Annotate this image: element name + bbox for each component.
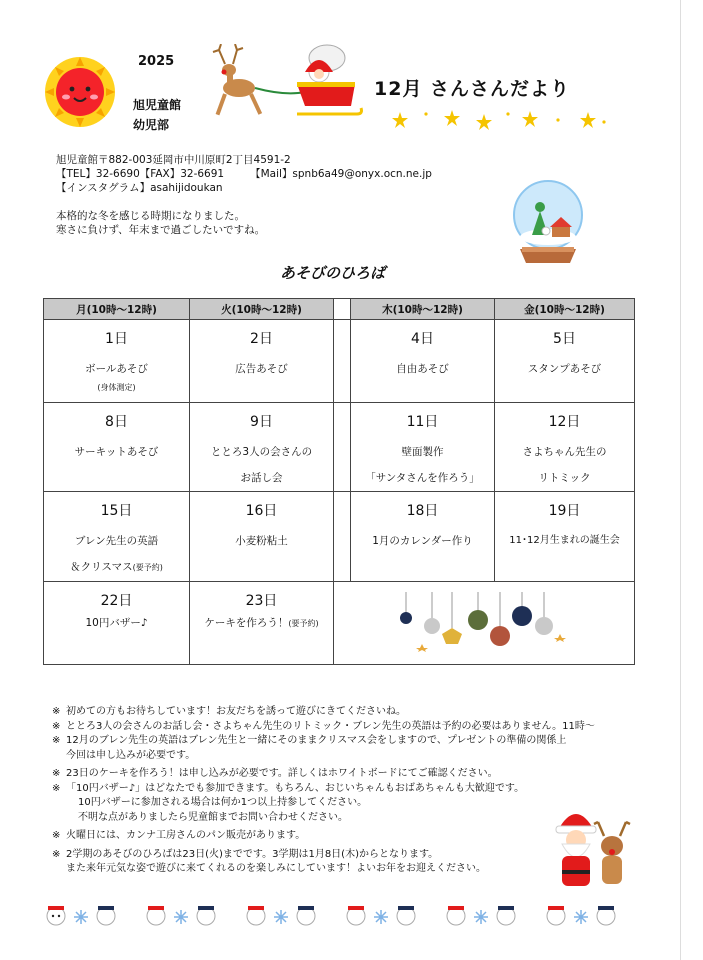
note-item xyxy=(52,829,595,844)
section-title: あそびのひろば xyxy=(280,264,386,282)
cell-day: 22日 xyxy=(100,593,133,609)
intro-text xyxy=(56,209,265,237)
cell-activity xyxy=(495,439,634,491)
reservation-note: (要予約) xyxy=(288,619,319,628)
activity-line-1: さよちゃん先生の xyxy=(522,446,607,458)
calendar-cell xyxy=(351,320,495,403)
calendar-week-row xyxy=(44,403,635,492)
cell-day: 1日 xyxy=(105,331,128,347)
header-tuesday: 火(10時～12時) xyxy=(190,299,334,320)
cell-activity: スタンプあそび xyxy=(527,363,602,375)
cell-activity: ボールあそび xyxy=(85,363,148,375)
calendar-header-row xyxy=(44,299,635,320)
note-text: 火曜日には、カンナ工房さんのパン販売があります。 xyxy=(66,830,306,841)
calendar-cell xyxy=(351,492,495,582)
tel-fax: 【TEL】32-6690【FAX】32-6691 xyxy=(56,168,225,180)
note-item xyxy=(52,749,595,764)
cell-day: 19日 xyxy=(548,503,581,519)
activity-line-1: ブレン先生の英語 xyxy=(74,535,159,547)
note-item xyxy=(52,767,595,782)
cell-day: 16日 xyxy=(245,503,278,519)
note-text: 初めての方もお待ちしています！お友だちを誘って遊びにきてくださいね。 xyxy=(66,706,406,717)
note-mark: ※ xyxy=(52,830,61,841)
instagram-account: 【インスタグラム】asahijidoukan xyxy=(56,182,223,194)
org-line-2: 幼児部 xyxy=(133,118,170,132)
note-text: ととろ3人の会さんのお話し会・さよちゃん先生のリトミック・ブレン先生の英語は予約の必要はありません。11時～ xyxy=(66,720,595,732)
note-text: 「10円バザー♪」はどなたでも参加できます。もちろん、おじいちゃんもおばあちゃんも大歓迎です。 xyxy=(66,782,525,794)
sun-illustration xyxy=(44,56,116,128)
note-item xyxy=(52,720,595,735)
calendar-week-row xyxy=(44,492,635,582)
activity-line-2: リトミック xyxy=(538,472,591,484)
organization-name xyxy=(133,95,181,135)
note-item xyxy=(52,705,595,720)
christmas-ornaments-illustration xyxy=(394,592,574,652)
santa-reindeer-illustration xyxy=(552,800,632,892)
calendar-week-row xyxy=(44,320,635,403)
cell-day: 4日 xyxy=(411,331,434,347)
note-text: 12月のブレン先生の英語はブレン先生と一緒にそのままクリスマス会をしますので、プレゼントの準備の関係上 xyxy=(66,735,567,746)
mail-address: 【Mail】spnb6a49@onyx.ocn.ne.jp xyxy=(250,168,432,180)
cell-day: 8日 xyxy=(105,414,128,430)
note-mark: ※ xyxy=(52,720,61,732)
calendar-cell xyxy=(495,403,635,492)
note-mark xyxy=(52,749,66,764)
note-mark: ※ xyxy=(52,735,61,746)
note-text: 10円バザーに参加される場合は何か1つ以上持参してください。 xyxy=(78,797,368,808)
activity-text: ケーキを作ろう！ xyxy=(204,617,289,629)
cell-day: 15日 xyxy=(100,503,133,519)
calendar-cell xyxy=(190,582,334,665)
calendar-cell xyxy=(44,403,190,492)
cell-day: 18日 xyxy=(406,503,439,519)
note-text: 今回は申し込みが必要です。 xyxy=(66,749,196,761)
calendar-cell-blank xyxy=(334,320,351,403)
note-mark: ※ xyxy=(52,768,61,779)
activity-calendar xyxy=(43,298,635,665)
address-line: 旭児童館〒882-003延岡市中川原町2丁目4591-2 xyxy=(56,154,291,166)
calendar-cell xyxy=(190,492,334,582)
activity-line-1: ととろ3人の会さんの xyxy=(210,446,313,458)
activity-line-2: お話し会 xyxy=(240,472,283,484)
calendar-cell xyxy=(44,320,190,403)
cell-activity xyxy=(351,439,494,491)
note-item xyxy=(52,796,595,811)
cell-activity: 広告あそび xyxy=(235,363,288,375)
cell-activity xyxy=(44,528,189,581)
note-mark xyxy=(52,796,66,811)
note-mark: ※ xyxy=(52,782,61,794)
header-monday: 月(10時～12時) xyxy=(44,299,190,320)
note-item xyxy=(52,848,595,863)
phone-fax-mail-line xyxy=(56,167,432,181)
cell-activity: 10円バザー♪ xyxy=(85,617,148,629)
calendar-cell xyxy=(495,320,635,403)
page-edge xyxy=(680,0,681,960)
calendar-cell xyxy=(44,492,190,582)
notes-list xyxy=(52,705,595,877)
cell-note: (身体測定) xyxy=(97,383,136,392)
note-text: 2学期のあそびのひろばは23日(火)までです。3学期は1月8日(木)からとなります。 xyxy=(66,848,439,860)
note-mark xyxy=(52,862,66,877)
cell-day: 12日 xyxy=(548,414,581,430)
activity-line-2: ＆クリスマス xyxy=(70,561,133,573)
santa-sleigh-illustration xyxy=(205,44,365,126)
stars-decoration xyxy=(390,108,610,132)
snow-globe-illustration xyxy=(510,175,586,271)
cell-activity xyxy=(190,439,333,491)
cell-day: 23日 xyxy=(245,593,278,609)
cell-day: 2日 xyxy=(250,331,273,347)
header-thursday: 木(10時～12時) xyxy=(351,299,495,320)
note-mark: ※ xyxy=(52,848,61,860)
calendar-cell-blank xyxy=(334,492,351,582)
calendar-cell xyxy=(190,320,334,403)
cell-activity: 自由あそび xyxy=(396,363,449,375)
cell-activity: 11･12月生まれの誕生会 xyxy=(509,535,620,546)
cell-day: 11日 xyxy=(406,414,439,430)
header-wednesday-blank xyxy=(334,299,351,320)
newsletter-title: 12月 さんさんだより xyxy=(374,78,571,100)
snowman-border-decoration xyxy=(44,904,634,930)
note-mark: ※ xyxy=(52,706,61,717)
reservation-note: (要予約) xyxy=(132,563,163,572)
intro-line-1: 本格的な冬を感じる時期になりました。 xyxy=(56,210,245,222)
calendar-cell xyxy=(44,582,190,665)
activity-line-2: 「サンタさんを作ろう」 xyxy=(365,472,480,484)
ornaments-cell xyxy=(334,582,635,665)
calendar-week-row xyxy=(44,582,635,665)
calendar-cell-blank xyxy=(334,403,351,492)
note-item xyxy=(52,862,595,877)
note-item xyxy=(52,734,595,749)
note-text: 23日のケーキを作ろう！は申し込みが必要です。詳しくはホワイトボードにてご確認ください。 xyxy=(66,768,498,779)
cell-activity: 小麦粉粘土 xyxy=(235,535,288,547)
cell-day: 9日 xyxy=(250,414,273,430)
contact-info xyxy=(56,153,432,195)
cell-day: 5日 xyxy=(553,331,576,347)
calendar-cell xyxy=(351,403,495,492)
cell-activity: サーキットあそび xyxy=(74,446,159,458)
org-line-1: 旭児童館 xyxy=(133,98,182,112)
calendar-cell xyxy=(495,492,635,582)
note-mark xyxy=(52,811,66,826)
cell-activity: 1月のカレンダー作り xyxy=(372,535,473,547)
note-item xyxy=(52,811,595,826)
note-text: また来年元気な姿で遊びに来てくれるのを楽しみにしています！よいお年をお迎えください。 xyxy=(66,863,486,874)
note-text: 不明な点がありましたら児童館までお問い合わせください。 xyxy=(78,811,348,823)
year-label: 2025 xyxy=(138,54,175,69)
cell-activity xyxy=(190,612,333,635)
intro-line-2: 寒さに負けず、年末まで過ごしたいですね。 xyxy=(56,224,266,236)
calendar-cell xyxy=(190,403,334,492)
note-item xyxy=(52,782,595,797)
header-friday: 金(10時～12時) xyxy=(495,299,635,320)
activity-line-1: 壁面製作 xyxy=(401,446,444,458)
